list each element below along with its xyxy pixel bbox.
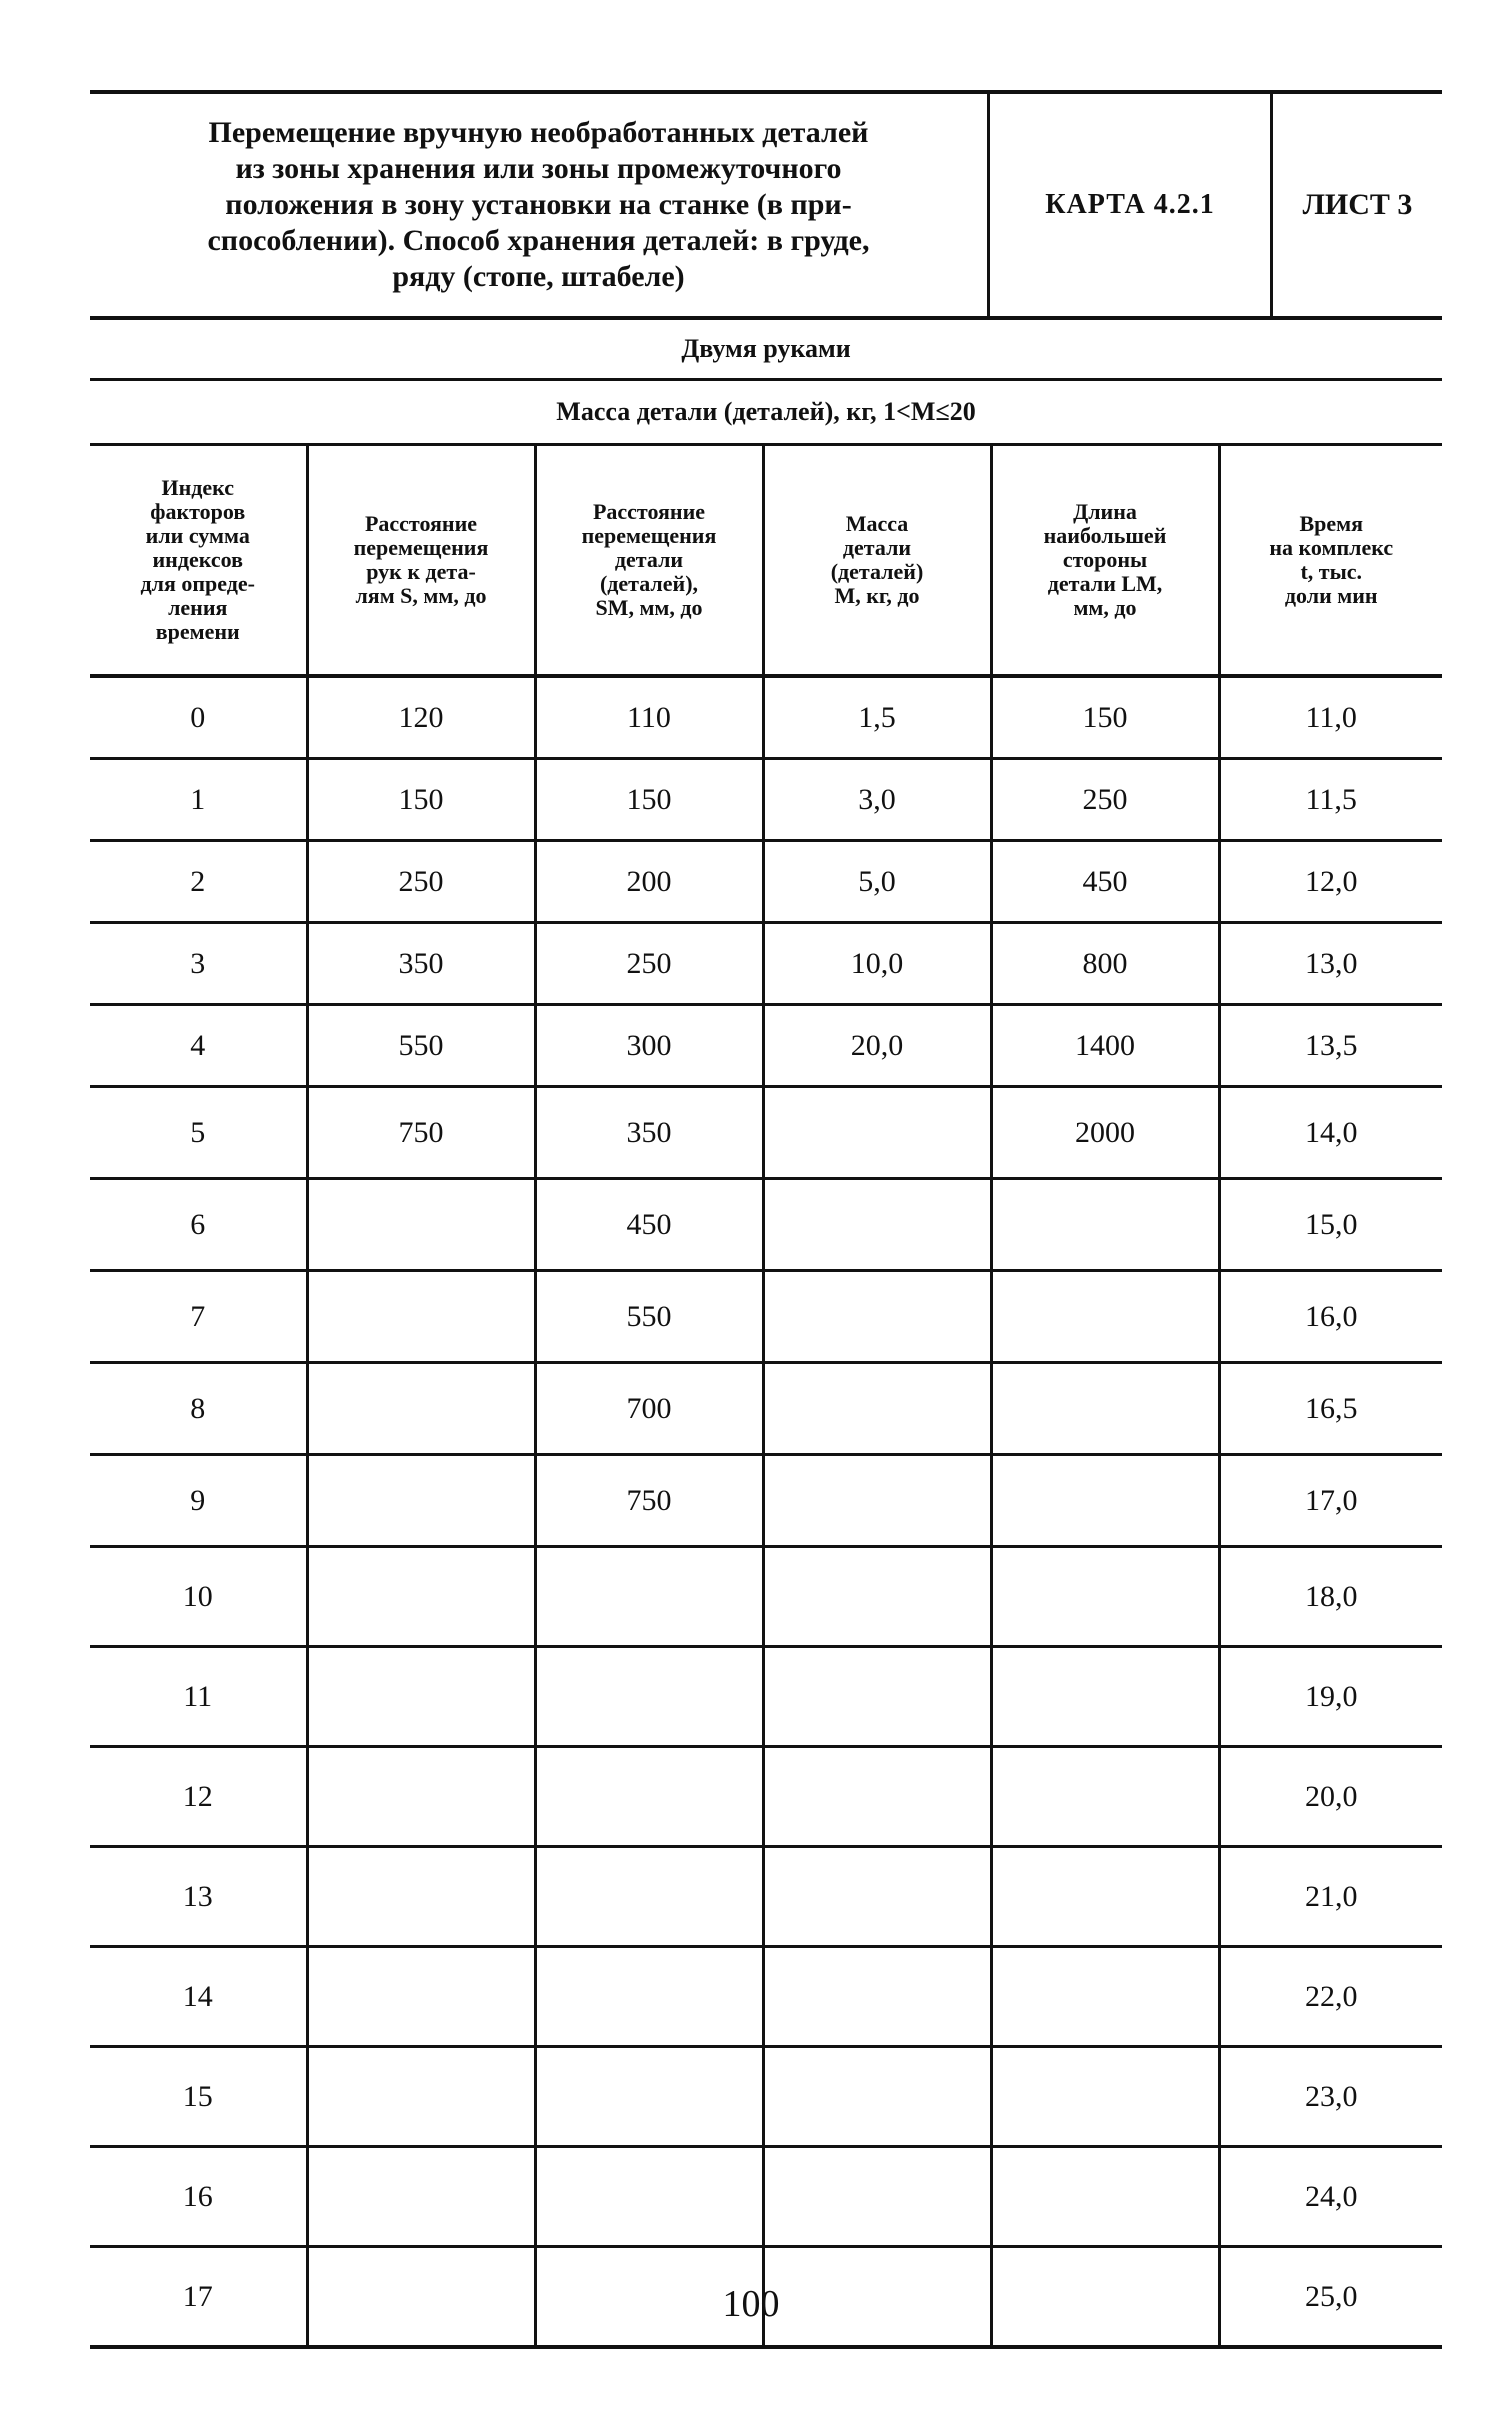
mass-cell xyxy=(763,1747,991,1847)
column-header-line: Длина xyxy=(1073,499,1137,524)
time-cell: 17,0 xyxy=(1219,1455,1442,1547)
column-header-line: стороны xyxy=(1062,547,1148,572)
document-sheet xyxy=(90,90,1442,2349)
length-cell xyxy=(991,2147,1219,2247)
table-row xyxy=(90,841,1442,923)
time-cell: 11,0 xyxy=(1219,676,1442,759)
column-header-line: (деталей), xyxy=(599,571,699,596)
index-cell: 16 xyxy=(90,2147,307,2247)
hand-distance-cell xyxy=(307,1179,535,1271)
part-distance-cell: 450 xyxy=(535,1179,763,1271)
part-distance-cell: 300 xyxy=(535,1005,763,1087)
index-cell: 5 xyxy=(90,1087,307,1179)
part-distance-cell: 350 xyxy=(535,1087,763,1179)
card-title xyxy=(90,94,990,316)
length-cell xyxy=(991,1547,1219,1647)
length-cell: 250 xyxy=(991,759,1219,841)
column-header-line: Время xyxy=(1299,511,1364,536)
table-row xyxy=(90,1087,1442,1179)
length-cell: 2000 xyxy=(991,1087,1219,1179)
column-header-hand-distance xyxy=(307,446,535,676)
time-cell: 25,0 xyxy=(1219,2247,1442,2348)
table-row xyxy=(90,1947,1442,2047)
length-cell: 1400 xyxy=(991,1005,1219,1087)
time-cell: 13,5 xyxy=(1219,1005,1442,1087)
index-cell: 2 xyxy=(90,841,307,923)
column-header-part-distance xyxy=(535,446,763,676)
part-distance-cell xyxy=(535,1647,763,1747)
hand-distance-cell xyxy=(307,2147,535,2247)
column-header-line: или сумма xyxy=(145,523,250,548)
column-header-line: Масса xyxy=(845,511,909,536)
hands-band: Двумя руками xyxy=(90,320,1442,381)
index-cell: 8 xyxy=(90,1363,307,1455)
index-cell: 1 xyxy=(90,759,307,841)
length-cell xyxy=(991,1647,1219,1747)
index-cell: 12 xyxy=(90,1747,307,1847)
index-cell: 15 xyxy=(90,2047,307,2147)
time-norm-table xyxy=(90,446,1442,2349)
mass-cell xyxy=(763,1087,991,1179)
table-row xyxy=(90,1005,1442,1087)
hand-distance-cell xyxy=(307,2047,535,2147)
part-distance-cell xyxy=(535,1947,763,2047)
page-number: 100 xyxy=(722,2283,780,2325)
column-header-line: лям S, мм, до xyxy=(355,583,487,608)
table-body xyxy=(90,676,1442,2347)
hand-distance-cell: 550 xyxy=(307,1005,535,1087)
part-distance-cell xyxy=(535,1747,763,1847)
column-header-line: наибольшей xyxy=(1043,523,1167,548)
index-cell: 11 xyxy=(90,1647,307,1747)
column-header-line: Расстояние xyxy=(592,499,706,524)
part-distance-cell: 700 xyxy=(535,1363,763,1455)
hand-distance-cell: 150 xyxy=(307,759,535,841)
table-row xyxy=(90,1647,1442,1747)
mass-band: Масса детали (деталей), кг, 1<M≤20 xyxy=(90,381,1442,446)
table-row xyxy=(90,1455,1442,1547)
table-row xyxy=(90,923,1442,1005)
table-row xyxy=(90,759,1442,841)
sheet-number: ЛИСТ 3 xyxy=(1302,188,1413,221)
length-cell: 800 xyxy=(991,923,1219,1005)
index-cell: 9 xyxy=(90,1455,307,1547)
table-header-row xyxy=(90,446,1442,676)
length-cell xyxy=(991,1747,1219,1847)
mass-cell xyxy=(763,2147,991,2247)
index-cell: 14 xyxy=(90,1947,307,2047)
hand-distance-cell xyxy=(307,1363,535,1455)
index-cell: 4 xyxy=(90,1005,307,1087)
index-cell: 13 xyxy=(90,1847,307,1947)
column-header-line: доли мин xyxy=(1284,583,1378,608)
length-cell xyxy=(991,2047,1219,2147)
mass-cell xyxy=(763,1179,991,1271)
column-header-length xyxy=(991,446,1219,676)
column-header-index xyxy=(90,446,307,676)
time-cell: 23,0 xyxy=(1219,2047,1442,2147)
hand-distance-cell xyxy=(307,1847,535,1947)
mass-cell xyxy=(763,1547,991,1647)
mass-cell xyxy=(763,2047,991,2147)
column-header-line: M, кг, до xyxy=(834,583,920,608)
part-distance-cell: 110 xyxy=(535,676,763,759)
mass-cell xyxy=(763,1363,991,1455)
card-header xyxy=(90,90,1442,320)
time-cell: 11,5 xyxy=(1219,759,1442,841)
mass-cell: 5,0 xyxy=(763,841,991,923)
hand-distance-cell: 750 xyxy=(307,1087,535,1179)
hand-distance-cell xyxy=(307,1455,535,1547)
column-header-line: ления xyxy=(168,595,228,620)
column-header-line: для опреде- xyxy=(140,571,255,596)
part-distance-cell: 550 xyxy=(535,1271,763,1363)
index-cell: 7 xyxy=(90,1271,307,1363)
length-cell xyxy=(991,1363,1219,1455)
table-row xyxy=(90,2047,1442,2147)
column-header-line: Расстояние xyxy=(364,511,478,536)
column-header-time xyxy=(1219,446,1442,676)
hand-distance-cell xyxy=(307,1747,535,1847)
column-header-line: SM, мм, до xyxy=(595,595,703,620)
column-header-line: индексов xyxy=(152,547,243,572)
part-distance-cell: 200 xyxy=(535,841,763,923)
column-header-line: факторов xyxy=(150,499,246,524)
index-cell: 10 xyxy=(90,1547,307,1647)
column-header-line: детали xyxy=(614,547,684,572)
time-cell: 24,0 xyxy=(1219,2147,1442,2247)
mass-cell xyxy=(763,1647,991,1747)
part-distance-cell xyxy=(535,1847,763,1947)
index-cell: 0 xyxy=(90,676,307,759)
part-distance-cell xyxy=(535,2147,763,2247)
part-distance-cell: 150 xyxy=(535,759,763,841)
column-header-line: (деталей) xyxy=(830,559,924,584)
mass-cell xyxy=(763,1455,991,1547)
column-header-line: времени xyxy=(155,619,240,644)
table-row xyxy=(90,676,1442,759)
hand-distance-cell: 350 xyxy=(307,923,535,1005)
index-cell: 6 xyxy=(90,1179,307,1271)
length-cell: 450 xyxy=(991,841,1219,923)
column-header-line: мм, до xyxy=(1073,595,1137,620)
time-cell: 16,0 xyxy=(1219,1271,1442,1363)
column-header-line: Индекс xyxy=(161,475,235,500)
card-number: КАРТА 4.2.1 xyxy=(990,94,1273,316)
length-cell xyxy=(991,1179,1219,1271)
card-title-line: ряду (стопе, штабеле) xyxy=(392,260,685,293)
hand-distance-cell xyxy=(307,1947,535,2047)
hand-distance-cell xyxy=(307,1647,535,1747)
table-row xyxy=(90,1179,1442,1271)
mass-cell xyxy=(763,1847,991,1947)
column-header-line: рук к дета- xyxy=(366,559,476,584)
time-cell: 19,0 xyxy=(1219,1647,1442,1747)
part-distance-cell: 750 xyxy=(535,1455,763,1547)
mass-cell xyxy=(763,1947,991,2047)
column-header-line: на комплекс xyxy=(1269,535,1394,560)
mass-cell: 20,0 xyxy=(763,1005,991,1087)
column-header-line: t, тыс. xyxy=(1300,559,1363,584)
column-header-mass xyxy=(763,446,991,676)
column-header-line: детали xyxy=(842,535,912,560)
time-cell: 21,0 xyxy=(1219,1847,1442,1947)
card-title-line: положения в зону установки на станке (в при- xyxy=(225,188,852,221)
card-title-line: способлении). Способ хранения деталей: в груде, xyxy=(207,224,870,257)
column-header-line: перемещения xyxy=(581,523,717,548)
table-row xyxy=(90,1547,1442,1647)
hand-distance-cell xyxy=(307,1547,535,1647)
index-cell: 3 xyxy=(90,923,307,1005)
time-cell: 18,0 xyxy=(1219,1547,1442,1647)
card-title-line: Перемещение вручную необработанных деталей xyxy=(208,116,869,149)
length-cell xyxy=(991,1271,1219,1363)
index-cell: 17 xyxy=(90,2247,307,2348)
table-row xyxy=(90,1847,1442,1947)
time-cell: 15,0 xyxy=(1219,1179,1442,1271)
hand-distance-cell: 120 xyxy=(307,676,535,759)
table-row xyxy=(90,1271,1442,1363)
column-header-line: детали LM, xyxy=(1047,571,1163,596)
time-cell: 12,0 xyxy=(1219,841,1442,923)
length-cell: 150 xyxy=(991,676,1219,759)
length-cell xyxy=(991,1455,1219,1547)
time-cell: 20,0 xyxy=(1219,1747,1442,1847)
length-cell xyxy=(991,1947,1219,2047)
time-cell: 14,0 xyxy=(1219,1087,1442,1179)
table-row xyxy=(90,2147,1442,2247)
time-cell: 16,5 xyxy=(1219,1363,1442,1455)
table-row xyxy=(90,1747,1442,1847)
part-distance-cell: 250 xyxy=(535,923,763,1005)
part-distance-cell xyxy=(535,2047,763,2147)
column-header-line: перемещения xyxy=(353,535,489,560)
mass-cell: 1,5 xyxy=(763,676,991,759)
mass-cell: 3,0 xyxy=(763,759,991,841)
length-cell xyxy=(991,1847,1219,1947)
table-row xyxy=(90,1363,1442,1455)
hand-distance-cell xyxy=(307,1271,535,1363)
mass-cell: 10,0 xyxy=(763,923,991,1005)
mass-cell xyxy=(763,1271,991,1363)
time-cell: 13,0 xyxy=(1219,923,1442,1005)
card-title-line: из зоны хранения или зоны промежуточного xyxy=(235,152,842,185)
hand-distance-cell: 250 xyxy=(307,841,535,923)
part-distance-cell xyxy=(535,1547,763,1647)
time-cell: 22,0 xyxy=(1219,1947,1442,2047)
